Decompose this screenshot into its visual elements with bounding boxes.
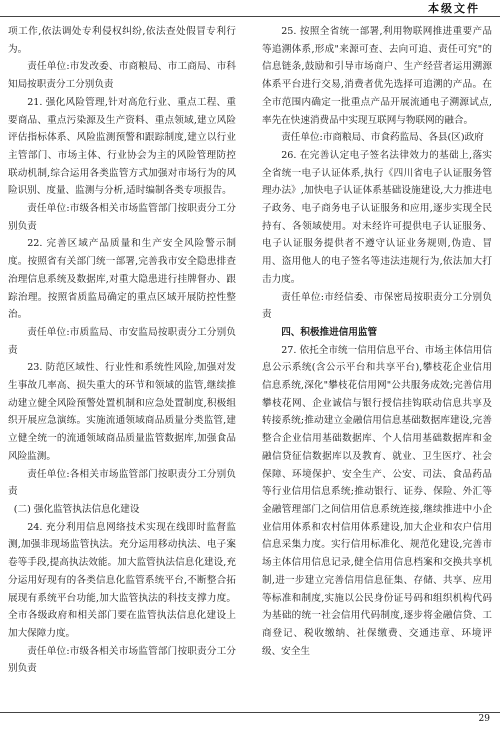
header-rule: [0, 16, 500, 17]
paragraph: 22. 完善区域产品质量和生产安全风险警示制度。按照省有关部门统一部署,完善我市安全隐患排查治理信息系统及数据库,对重大隐患进行挂牌督办、跟踪治理。按照省质监局确定的重点区域开展防控性整治。: [8, 238, 236, 321]
header-title: 本级文件: [428, 2, 480, 15]
paragraph: 责任单位:市发改委、市商粮局、市工商局、市科知局按职责分工分别负责: [8, 61, 236, 91]
subsection-heading: (二) 强化监管执法信息化建设: [13, 503, 140, 515]
paragraph: 责任单位:市级各相关市场监管部门按职责分工分别负责: [8, 203, 236, 232]
paragraph: 27. 依托全市统一信用信息平台、市场主体信用信息公示系统(含公示平台和共享平台),攀枝花企业信用信息系统,深化"攀枝花信用网"公共服务成效;完善信用攀枝花网、企业诚信与银行授信挂钩联动信息共享及转接系统;推动建立金融信用信息基础数据库建设,完善整合企业信用基础数据库、个人信用基础数据库和金融信贷征信数据库以及教育、就业、卫生医疗、社会保障、环境保护、安全生产、公安、司法、食品药品等行业信用信息系统;推动银行、证券、保险、外汇等金融管理部门之间信用信息系统连接,继续推进中小企业信用体系和农村信用体系建设,加大企业和农户信用信息采集力度。实行信用标准化、规范化建设,完善市场主体信用信息记录,健全信用信息档案和交换共享机制,进一步建立完善信用信息征集、存储、共享、应用等标准和制度,实施以公民身份证号码和组织机构代码为基础的统一社会信用代码制度,逐步将金融信贷、工商登记、税收缴纳、社保缴费、交通违章、环境评级、安全生: [262, 344, 492, 657]
page-number: 29: [478, 714, 490, 724]
paragraph: 25. 按照全省统一部署,利用物联网推进重要产品等追溯体系,形成"来源可查、去向可追、责任可究"的信息链条,鼓励和引导市场商户、生产经营者运用溯源体系平台进行交易,消费者优先选择可追溯的产品。在全市范围内确定一批重点产品开展流通电子溯源试点,率先在快速消费品中实现互联网与物联网的融合。: [262, 26, 492, 126]
paragraph: 责任单位:市商粮局、市食药监局、各县(区)政府: [281, 132, 484, 144]
paragraph: 26. 在完善认定电子签名法律效力的基础上,落实全省统一电子认证体系,执行《四川省电子认证服务管理办法》,加快电子认证体系基础设施建设,大力推进电子政务、电子商务电子认证服务和应用,逐步实现全民持有、各领域使用。对未经许可提供电子认证服务、电子认证服务提供者不遵守认证业务规则,伪造、冒用、盗用他人的电子签名等违法违规行为,依法加大打击力度。: [262, 149, 492, 285]
left-column: [8, 23, 236, 678]
paragraph: 责任单位:市级各相关市场监管部门按职责分工分别负责: [8, 645, 236, 675]
paragraph: 责任单位:市质监局、市安监局按职责分工分别负责: [8, 326, 236, 356]
paragraph: 项工作,依法调处专利侵权纠纷,依法查处假冒专利行为。: [8, 26, 236, 55]
paragraph: 24. 充分利用信息网络技术实现在线即时监督监测,加强非现场监管执法。充分运用移动执法、电子案卷等手段,提高执法效能。加大监管执法信息化建设,充分运用好现有的各类信息化监管系统平台,不断整合拓展现有系统平台功能,加大监管执法的科技支撑力度。全市各级政府和相关部门要在监管执法信息化建设上加大保障力度。: [8, 521, 236, 639]
footer-rule: [0, 712, 500, 713]
paragraph: 责任单位:市经信委、市保密局按职责分工分别负责: [262, 291, 492, 321]
paragraph: 责任单位:各相关市场监管部门按职责分工分别负责: [8, 468, 236, 498]
right-column: [262, 23, 492, 660]
paragraph: 23. 防范区域性、行业性和系统性风险,加强对发生事故几率高、损失重大的环节和领域的监管,继续推动建立健全风险预警处置机制和应急处置制度,积极组织开展应急演练。实施流通领域商品质量分类监管,建立健全统一的流通领域商品质量监管数据库,加强食品风险监测。: [8, 362, 236, 462]
paragraph: 21. 强化风险管理,针对高危行业、重点工程、重要商品、重点污染源及生产资料、重点领域,建立风险评估指标体系、风险监测预警和跟踪制度,建立以行业主管部门、市场主体、行业协会为主的风险管理防控联动机制,综合运用各类监管方式加强对市场行为的风险识别、度量、监测与分析,适时编制各类专项报告。: [8, 96, 236, 197]
section-heading: 四、积极推进信用监管: [281, 326, 378, 338]
